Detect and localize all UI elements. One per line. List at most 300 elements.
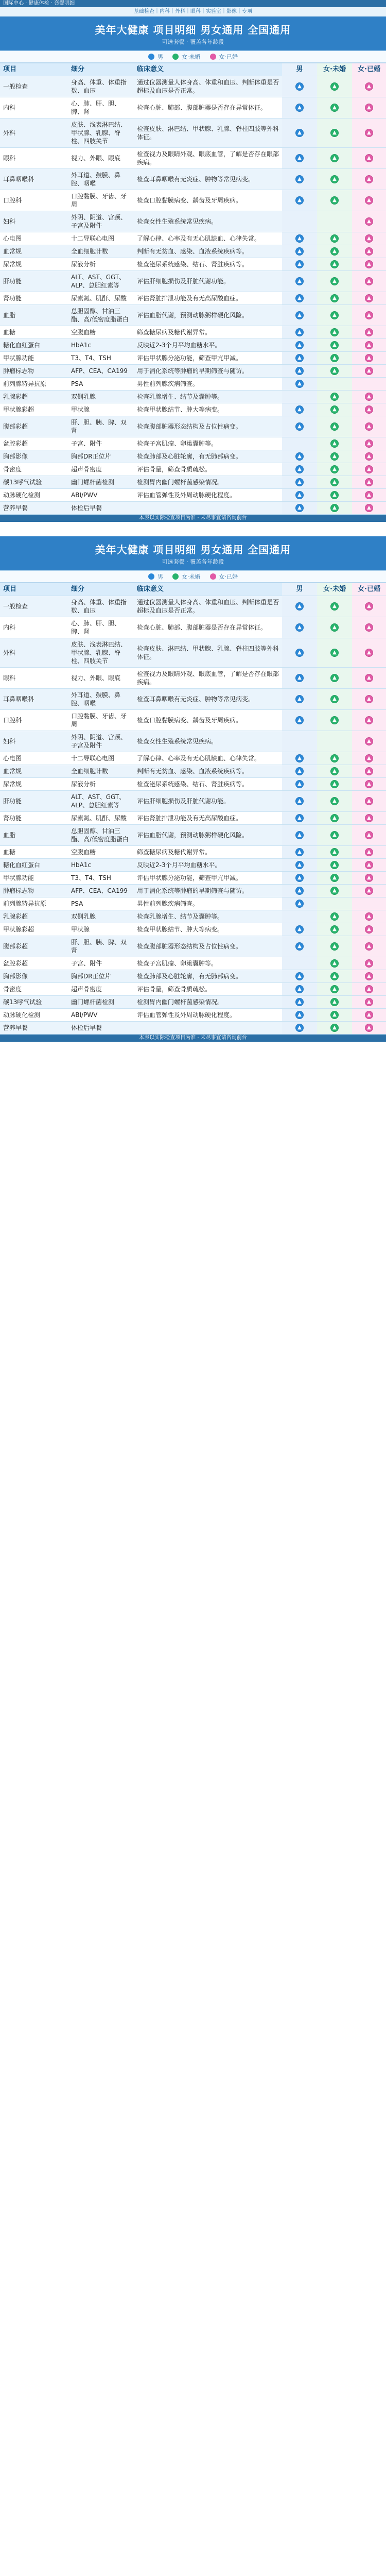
cell-meaning: 检查视力及眼睛外观、眼底血管，了解是否存在眼部疾病。 [137, 670, 279, 686]
cell-detail: 幽门螺杆菌检测 [71, 998, 115, 1006]
check-triangle-icon: ▲ [330, 887, 339, 895]
check-triangle-icon: ▲ [295, 942, 304, 951]
cell-male [282, 292, 317, 304]
col-header-meaning-2: 临床意义 [137, 585, 164, 593]
cell-female-married [352, 403, 386, 416]
cell-item: 营养早餐 [3, 1024, 28, 1031]
cell-detail: HbA1c [71, 861, 92, 869]
cell-female-unmarried [317, 996, 352, 1008]
cell-meaning: 男性前列腺疾病筛查。 [137, 900, 199, 907]
cell-female-married [352, 752, 386, 765]
cell-detail: ALT、AST、GGT、ALP、总胆红素等 [71, 274, 126, 289]
check-triangle-icon: ▲ [365, 439, 373, 448]
section-divider [0, 522, 386, 536]
table-row [0, 489, 386, 502]
table-row [0, 897, 386, 910]
check-triangle-icon: ▲ [330, 767, 339, 775]
cell-female-unmarried [317, 118, 352, 147]
check-triangle-icon: ▲ [365, 422, 373, 431]
pink-dot-icon [210, 573, 216, 580]
check-triangle-icon: ▲ [365, 104, 373, 112]
cell-item: 心电图 [3, 235, 22, 242]
legend-2 [0, 570, 386, 583]
section-title-1: 美年大健康 项目明细 男女通用 全国通用 [95, 23, 291, 36]
table-row [0, 791, 386, 812]
legend-item-green [172, 53, 201, 61]
check-triangle-icon: ▲ [330, 504, 339, 512]
cell-male [282, 437, 317, 450]
table-row [0, 638, 386, 668]
check-triangle-icon: ▲ [330, 154, 339, 162]
check-triangle-icon: ▲ [365, 1011, 373, 1019]
check-triangle-icon: ▲ [330, 452, 339, 461]
table-row [0, 923, 386, 936]
cell-detail: 皮肤、浅表淋巴结、甲状腺、乳腺、脊柱、四肢关节 [71, 641, 127, 665]
page [0, 0, 386, 1042]
cell-detail: 肝、胆、胰、脾、双肾 [71, 939, 127, 954]
cell-item: 眼科 [3, 155, 16, 162]
cell-meaning: 评估血管弹性及外周动脉硬化程度。 [137, 1011, 236, 1019]
col-header-female-married: 女·已婚 [352, 63, 386, 76]
check-triangle-icon: ▲ [295, 848, 304, 856]
check-triangle-icon: ▲ [295, 104, 304, 112]
cell-item: 耳鼻咽喉科 [3, 176, 34, 183]
check-triangle-icon: ▲ [330, 104, 339, 112]
check-triangle-icon: ▲ [365, 217, 373, 226]
cell-female-unmarried [317, 752, 352, 765]
cell-female-married [352, 897, 386, 910]
check-triangle-icon: ▲ [295, 767, 304, 775]
cell-female-married [352, 271, 386, 292]
cell-meaning: 了解心律、心率及有无心肌缺血、心律失常。 [137, 235, 261, 242]
check-triangle-icon: ▲ [295, 695, 304, 703]
cell-meaning: 筛查糖尿病及糖代谢异常。 [137, 329, 212, 336]
check-triangle-icon: ▲ [330, 247, 339, 256]
cell-male [282, 885, 317, 897]
legend-item-blue [148, 53, 163, 61]
cell-male [282, 232, 317, 245]
cell-female-married [352, 765, 386, 777]
cell-detail: 超声骨密度 [71, 466, 102, 473]
cell-meaning: 检查腹部脏器形态结构及占位性病变。 [137, 423, 242, 430]
cell-item: 乳腺彩超 [3, 913, 28, 920]
check-triangle-icon: ▲ [330, 912, 339, 921]
cell-item: 血常规 [3, 248, 22, 255]
cell-female-unmarried [317, 846, 352, 858]
cell-female-unmarried [317, 791, 352, 811]
cell-meaning: 评估血管弹性及外周动脉硬化程度。 [137, 492, 236, 499]
check-triangle-icon: ▲ [365, 405, 373, 414]
cell-female-married [352, 352, 386, 364]
rows-container-2 [0, 596, 386, 1035]
check-triangle-icon: ▲ [330, 328, 339, 336]
cell-female-married [352, 825, 386, 845]
green-dot-icon [172, 54, 179, 60]
cell-item: 肾功能 [3, 295, 22, 302]
table-row [0, 118, 386, 148]
cell-female-unmarried [317, 352, 352, 364]
cell-male [282, 596, 317, 617]
cell-detail: 皮肤、浅表淋巴结、甲状腺、乳腺、脊柱、四肢关节 [71, 121, 127, 145]
cell-female-unmarried [317, 463, 352, 476]
section-subtitle-2: 可选套餐 · 覆盖各年龄段 [162, 558, 224, 565]
table-row [0, 378, 386, 391]
cell-female-unmarried [317, 1022, 352, 1034]
table-row [0, 305, 386, 326]
check-triangle-icon: ▲ [365, 341, 373, 349]
cell-detail: PSA [71, 380, 83, 387]
cell-female-unmarried [317, 825, 352, 845]
cell-meaning: 评估血脂代谢，预测动脉粥样硬化风险。 [137, 312, 249, 319]
table-row [0, 365, 386, 378]
table-row [0, 391, 386, 403]
col-header-detail-2: 细分 [71, 585, 85, 593]
cell-female-unmarried [317, 638, 352, 667]
check-triangle-icon: ▲ [365, 247, 373, 256]
check-triangle-icon: ▲ [365, 277, 373, 285]
legend-green-label: 女·未婚 [182, 54, 201, 60]
cell-meaning: 评估甲状腺分泌功能，筛查甲亢甲减。 [137, 874, 242, 882]
table-row [0, 148, 386, 169]
cell-female-unmarried [317, 778, 352, 790]
cell-male [282, 463, 317, 476]
cell-male [282, 258, 317, 270]
cell-male [282, 489, 317, 501]
table-row [0, 339, 386, 352]
cell-female-unmarried [317, 391, 352, 403]
check-triangle-icon: ▲ [295, 831, 304, 839]
legend-blue-label: 男 [157, 54, 163, 60]
cell-male [282, 271, 317, 292]
check-triangle-icon: ▲ [365, 491, 373, 499]
table-row [0, 596, 386, 617]
cell-meaning: 检查泌尿系统感染、结石、肾脏疾病等。 [137, 261, 249, 268]
cell-female-married [352, 211, 386, 232]
cell-male [282, 211, 317, 232]
cell-detail: 十二导联心电图 [71, 755, 115, 762]
cell-female-unmarried [317, 710, 352, 731]
cell-female-unmarried [317, 872, 352, 884]
cell-item: 外科 [3, 129, 16, 137]
legend-item-blue-2 [148, 572, 163, 581]
cell-item: 碳13呼气试验 [3, 998, 42, 1006]
cell-meaning: 评估骨量，筛查骨质疏松。 [137, 466, 212, 473]
cell-detail: 尿液分析 [71, 781, 96, 788]
cell-male [282, 825, 317, 845]
cell-female-married [352, 339, 386, 351]
cell-detail: 外阴、阴道、宫颈、子宫及附件 [71, 734, 127, 749]
cell-detail: 全血细胞计数 [71, 768, 109, 775]
cell-male [282, 1009, 317, 1021]
check-triangle-icon: ▲ [330, 780, 339, 788]
cell-detail: 体检后早餐 [71, 1024, 102, 1031]
check-triangle-icon: ▲ [365, 737, 373, 745]
cell-detail: 心、肺、肝、胆、脾、肾 [71, 100, 121, 115]
cell-female-unmarried [317, 970, 352, 982]
table-row [0, 846, 386, 859]
check-triangle-icon: ▲ [365, 972, 373, 980]
cell-male [282, 190, 317, 211]
cell-female-unmarried [317, 403, 352, 416]
check-triangle-icon: ▲ [330, 82, 339, 91]
cell-female-unmarried [317, 1009, 352, 1021]
check-triangle-icon: ▲ [330, 311, 339, 319]
table-row [0, 97, 386, 118]
cell-detail: 视力、外眼、眼底 [71, 674, 121, 682]
check-triangle-icon: ▲ [330, 797, 339, 805]
check-triangle-icon: ▲ [365, 311, 373, 319]
cell-item: 肿瘤标志物 [3, 887, 34, 894]
table-row [0, 292, 386, 305]
cell-female-married [352, 326, 386, 338]
table-row [0, 957, 386, 970]
cell-item: 甲状腺功能 [3, 354, 34, 362]
check-triangle-icon: ▲ [330, 196, 339, 205]
cell-female-married [352, 710, 386, 731]
cell-item: 肾功能 [3, 815, 22, 822]
legend-1 [0, 50, 386, 63]
cell-item: 尿常规 [3, 261, 22, 268]
check-triangle-icon: ▲ [295, 861, 304, 869]
table-row [0, 450, 386, 463]
cell-detail: 视力、外眼、眼底 [71, 155, 121, 162]
cell-male [282, 996, 317, 1008]
cell-female-married [352, 936, 386, 957]
cell-female-married [352, 996, 386, 1008]
section-title-2: 美年大健康 项目明细 男女通用 全国通用 [95, 543, 291, 556]
cell-item: 前列腺特异抗原 [3, 900, 47, 907]
cell-meaning: 用于消化系统等肿瘤的早期筛查与随访。 [137, 887, 249, 894]
cell-meaning: 用于消化系统等肿瘤的早期筛查与随访。 [137, 367, 249, 375]
check-triangle-icon: ▲ [365, 504, 373, 512]
table-row [0, 258, 386, 271]
cell-meaning: 筛查糖尿病及糖代谢异常。 [137, 849, 212, 856]
cell-item: 乳腺彩超 [3, 393, 28, 400]
cell-male [282, 923, 317, 936]
check-triangle-icon: ▲ [295, 716, 304, 724]
check-triangle-icon: ▲ [330, 754, 339, 762]
cell-item: 耳鼻咽喉科 [3, 696, 34, 703]
cell-item: 血糖 [3, 329, 16, 336]
check-triangle-icon: ▲ [365, 82, 373, 91]
cell-male [282, 710, 317, 731]
cell-detail: T3、T4、TSH [71, 874, 111, 882]
cell-female-unmarried [317, 271, 352, 292]
check-triangle-icon: ▲ [295, 478, 304, 486]
cell-male [282, 765, 317, 777]
check-triangle-icon: ▲ [365, 354, 373, 362]
cell-item: 心电图 [3, 755, 22, 762]
top-band: 国际中心 · 健康体检 · 套餐明细 [0, 0, 386, 7]
cell-detail: ALT、AST、GGT、ALP、总胆红素等 [71, 793, 126, 809]
cell-item: 甲状腺彩超 [3, 926, 34, 933]
table-2 [0, 583, 386, 1035]
check-triangle-icon: ▲ [365, 478, 373, 486]
cell-female-married [352, 910, 386, 923]
cell-female-married [352, 983, 386, 995]
cell-item: 肿瘤标志物 [3, 367, 34, 375]
check-triangle-icon: ▲ [295, 82, 304, 91]
cell-meaning: 评估肾脏排泄功能及有无高尿酸血症。 [137, 295, 242, 302]
col-header-meaning: 临床意义 [137, 65, 164, 73]
table-row [0, 1022, 386, 1035]
cell-male [282, 689, 317, 709]
cell-male [282, 169, 317, 190]
cell-meaning: 检查泌尿系统感染、结石、肾脏疾病等。 [137, 781, 249, 788]
check-triangle-icon: ▲ [365, 780, 373, 788]
cell-meaning: 检测胃内幽门螺杆菌感染情况。 [137, 998, 224, 1006]
cell-male [282, 668, 317, 688]
check-triangle-icon: ▲ [295, 602, 304, 611]
cell-item: 腹部彩超 [3, 423, 28, 430]
check-triangle-icon: ▲ [295, 623, 304, 632]
cell-meaning [134, 1022, 282, 1034]
cell-meaning: 检查乳腺增生、结节及囊肿等。 [137, 393, 224, 400]
cell-female-married [352, 378, 386, 390]
cell-detail: 总胆固醇、甘油三酯、高/低密度脂蛋白 [71, 308, 129, 323]
check-triangle-icon: ▲ [330, 602, 339, 611]
check-triangle-icon: ▲ [330, 260, 339, 268]
cell-detail: 双侧乳腺 [71, 913, 96, 920]
cell-meaning: 通过仪器测量人体身高、体重和血压、判断体重是否超标及血压是否正常。 [137, 599, 279, 614]
cell-detail: 体检后早餐 [71, 504, 102, 512]
table-row [0, 502, 386, 515]
check-triangle-icon: ▲ [295, 277, 304, 285]
check-triangle-icon: ▲ [330, 393, 339, 401]
check-triangle-icon: ▲ [295, 422, 304, 431]
cell-male [282, 118, 317, 147]
cell-detail: HbA1c [71, 342, 92, 349]
cell-item: 胸部影像 [3, 973, 28, 980]
cell-female-unmarried [317, 812, 352, 824]
table-row [0, 872, 386, 885]
bottom-band-1: 本表以实际检查项目为准 · 未尽事宜请咨询前台 [0, 515, 386, 522]
cell-male [282, 502, 317, 514]
cell-female-unmarried [317, 897, 352, 910]
cell-female-unmarried [317, 190, 352, 211]
cell-detail: 口腔黏膜、牙齿、牙周 [71, 713, 127, 728]
col-header-male-2: 男 [282, 583, 317, 596]
check-triangle-icon: ▲ [330, 959, 339, 968]
cell-meaning: 检查心脏、肺部、腹部脏器是否存在异常体征。 [137, 624, 267, 631]
cell-female-unmarried [317, 450, 352, 463]
cell-female-married [352, 859, 386, 871]
cell-meaning: 检查皮肤、淋巴结、甲状腺、乳腺、脊柱四肢等外科体征。 [137, 645, 279, 660]
cell-female-married [352, 450, 386, 463]
cell-detail: T3、T4、TSH [71, 354, 111, 362]
cell-female-unmarried [317, 76, 352, 97]
cell-detail: 心、肺、肝、胆、脾、肾 [71, 620, 121, 635]
check-triangle-icon: ▲ [330, 985, 339, 993]
check-triangle-icon: ▲ [295, 380, 304, 388]
cell-detail: 尿液分析 [71, 261, 96, 268]
check-triangle-icon: ▲ [295, 247, 304, 256]
cell-female-married [352, 778, 386, 790]
check-triangle-icon: ▲ [365, 623, 373, 632]
cell-male [282, 859, 317, 871]
check-triangle-icon: ▲ [330, 874, 339, 882]
cell-detail: 十二导联心电图 [71, 235, 115, 242]
cell-male [282, 245, 317, 258]
check-triangle-icon: ▲ [295, 985, 304, 993]
cell-female-unmarried [317, 885, 352, 897]
bottom-band-2: 本表以实际检查项目为准 · 未尽事宜请咨询前台 [0, 1035, 386, 1042]
cell-female-married [352, 365, 386, 377]
cell-item: 盆腔彩超 [3, 960, 28, 967]
cell-item: 营养早餐 [3, 504, 28, 512]
check-triangle-icon: ▲ [295, 452, 304, 461]
cell-meaning: 通过仪器测量人体身高、体重和血压、判断体重是否超标及血压是否正常。 [137, 79, 279, 94]
cell-detail: PSA [71, 900, 83, 907]
cell-item: 骨密度 [3, 986, 22, 993]
cell-item: 骨密度 [3, 466, 22, 473]
check-triangle-icon: ▲ [330, 716, 339, 724]
table-row [0, 232, 386, 245]
cell-female-married [352, 190, 386, 211]
rows-container-1 [0, 76, 386, 515]
cell-female-married [352, 258, 386, 270]
cell-female-unmarried [317, 859, 352, 871]
cell-item: 甲状腺彩超 [3, 406, 34, 413]
table-row [0, 352, 386, 365]
check-triangle-icon: ▲ [365, 602, 373, 611]
cell-female-unmarried [317, 596, 352, 617]
cell-detail: 甲状腺 [71, 926, 90, 933]
cell-detail: 肝、胆、胰、脾、双肾 [71, 419, 127, 434]
check-triangle-icon: ▲ [295, 175, 304, 183]
cell-female-married [352, 476, 386, 488]
cell-female-married [352, 437, 386, 450]
check-triangle-icon: ▲ [365, 797, 373, 805]
cell-meaning [134, 502, 282, 514]
check-triangle-icon: ▲ [365, 294, 373, 302]
check-triangle-icon: ▲ [330, 623, 339, 632]
cell-detail: 胸部DR正位片 [71, 973, 111, 980]
cell-item: 血脂 [3, 312, 16, 319]
cell-meaning: 检查甲状腺结节、肿大等病变。 [137, 926, 224, 933]
cell-male [282, 403, 317, 416]
cell-male [282, 339, 317, 351]
cell-female-unmarried [317, 668, 352, 688]
cell-item: 血脂 [3, 832, 16, 839]
cell-detail: 外耳道、鼓膜、鼻腔、咽喉 [71, 172, 121, 187]
table-row [0, 617, 386, 638]
check-triangle-icon: ▲ [295, 491, 304, 499]
check-triangle-icon: ▲ [295, 814, 304, 822]
cell-detail: 空腹血糖 [71, 849, 96, 856]
cell-female-married [352, 638, 386, 667]
check-triangle-icon: ▲ [365, 465, 373, 473]
cell-female-married [352, 1009, 386, 1021]
cell-female-unmarried [317, 148, 352, 168]
table-row [0, 437, 386, 450]
check-triangle-icon: ▲ [295, 294, 304, 302]
table-row [0, 463, 386, 476]
cell-item: 肝功能 [3, 798, 22, 805]
table-row [0, 668, 386, 689]
table-row [0, 983, 386, 996]
cell-male [282, 910, 317, 923]
table-row [0, 190, 386, 211]
check-triangle-icon: ▲ [365, 367, 373, 375]
check-triangle-icon: ▲ [330, 1011, 339, 1019]
check-triangle-icon: ▲ [365, 887, 373, 895]
cell-female-married [352, 292, 386, 304]
cell-female-unmarried [317, 476, 352, 488]
cell-male [282, 970, 317, 982]
check-triangle-icon: ▲ [365, 848, 373, 856]
col-header-female-unmarried-2: 女·未婚 [317, 583, 352, 596]
